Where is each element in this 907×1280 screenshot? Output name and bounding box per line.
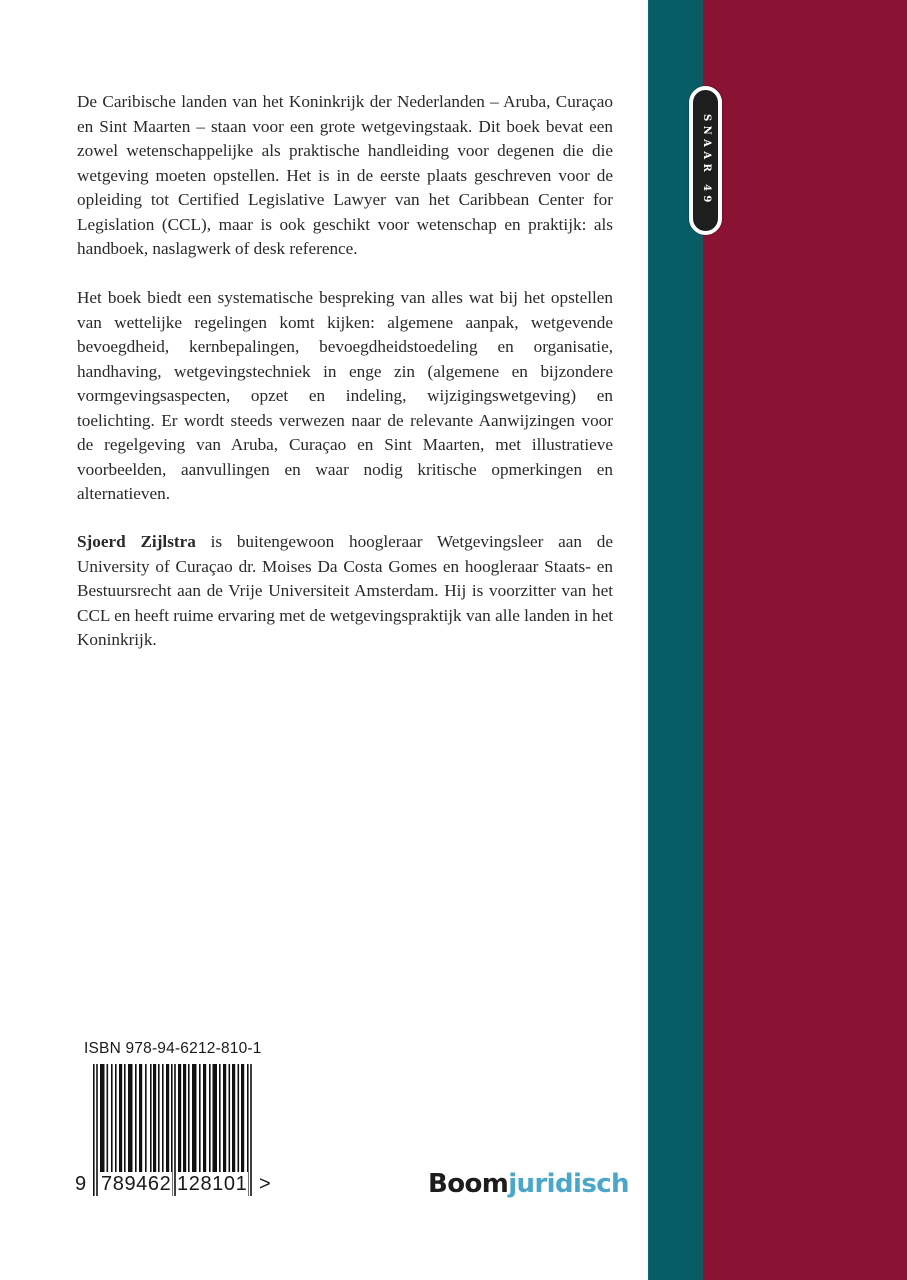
book-blurb: [77, 90, 613, 677]
logo-juridisch: juridisch: [508, 1169, 629, 1199]
series-label: SNAAR 49: [701, 114, 712, 207]
isbn-label: ISBN 978-94-6212-810-1: [84, 1040, 262, 1057]
blurb-paragraph-intro: De Caribische landen van het Koninkrijk der Nederlanden – Aruba, Curaçao en Sint Maarten – staan voor een grote wetgevingstaak. Dit boek bevat een zowel wetenschappelijke als praktische handleiding voor degenen die die wetgeving moeten opstellen. Het is in de eerste plaats geschreven voor de opleiding tot Certified Legislative Lawyer van het Caribbean Center for Legislation (CCL), maar is ook geschikt voor wetenschap en praktijk: als handboek, naslagwerk of desk reference.: [77, 92, 613, 258]
series-badge: [689, 86, 722, 235]
author-bio: [77, 530, 613, 653]
barcode-digits-right: 128101: [177, 1173, 248, 1195]
blurb-paragraph-contents: Het boek biedt een systematische bespreking van alles wat bij het opstellen van wettelijke regelingen komt kijken: algemene aanpak, wetgevende bevoegdheid, kernbepalingen, bevoegdheidstoedeling en organisatie, handhaving, wetgevingstechniek in enge zin (algemene en bijzondere vormgevingsaspecten, opzet en indeling, wijzigingswetgeving) en toelichting. Er wordt steeds verwezen naar de relevante Aanwijzingen voor de regelgeving van Aruba, Curaçao en Sint Maarten, met illustratieve voorbeelden, aanvullingen en waar nodig kritische opmerkingen en alternatieven.: [77, 288, 613, 503]
logo-boom: Boom: [428, 1169, 509, 1199]
author-name: Sjoerd Zijlstra: [77, 532, 196, 551]
publisher-logo: [428, 1166, 629, 1202]
barcode-quiet-zone-arrow: >: [259, 1173, 271, 1195]
author-bio-text: is buitengewoon hoogleraar Wetgevingsleer aan de University of Curaçao dr. Moises Da Costa Gomes en hoogleraar Staats- en Bestuursrecht aan de Vrije Universiteit Amsterdam. Hij is voorzitter van het CCL en heeft ruime ervaring met de wetgevingspraktijk van alle landen in het Koninkrijk.: [77, 532, 613, 649]
barcode-digits-left: 789462: [101, 1173, 172, 1195]
front-cover-edge: [703, 0, 907, 1280]
barcode-first-digit: 9: [75, 1173, 87, 1195]
